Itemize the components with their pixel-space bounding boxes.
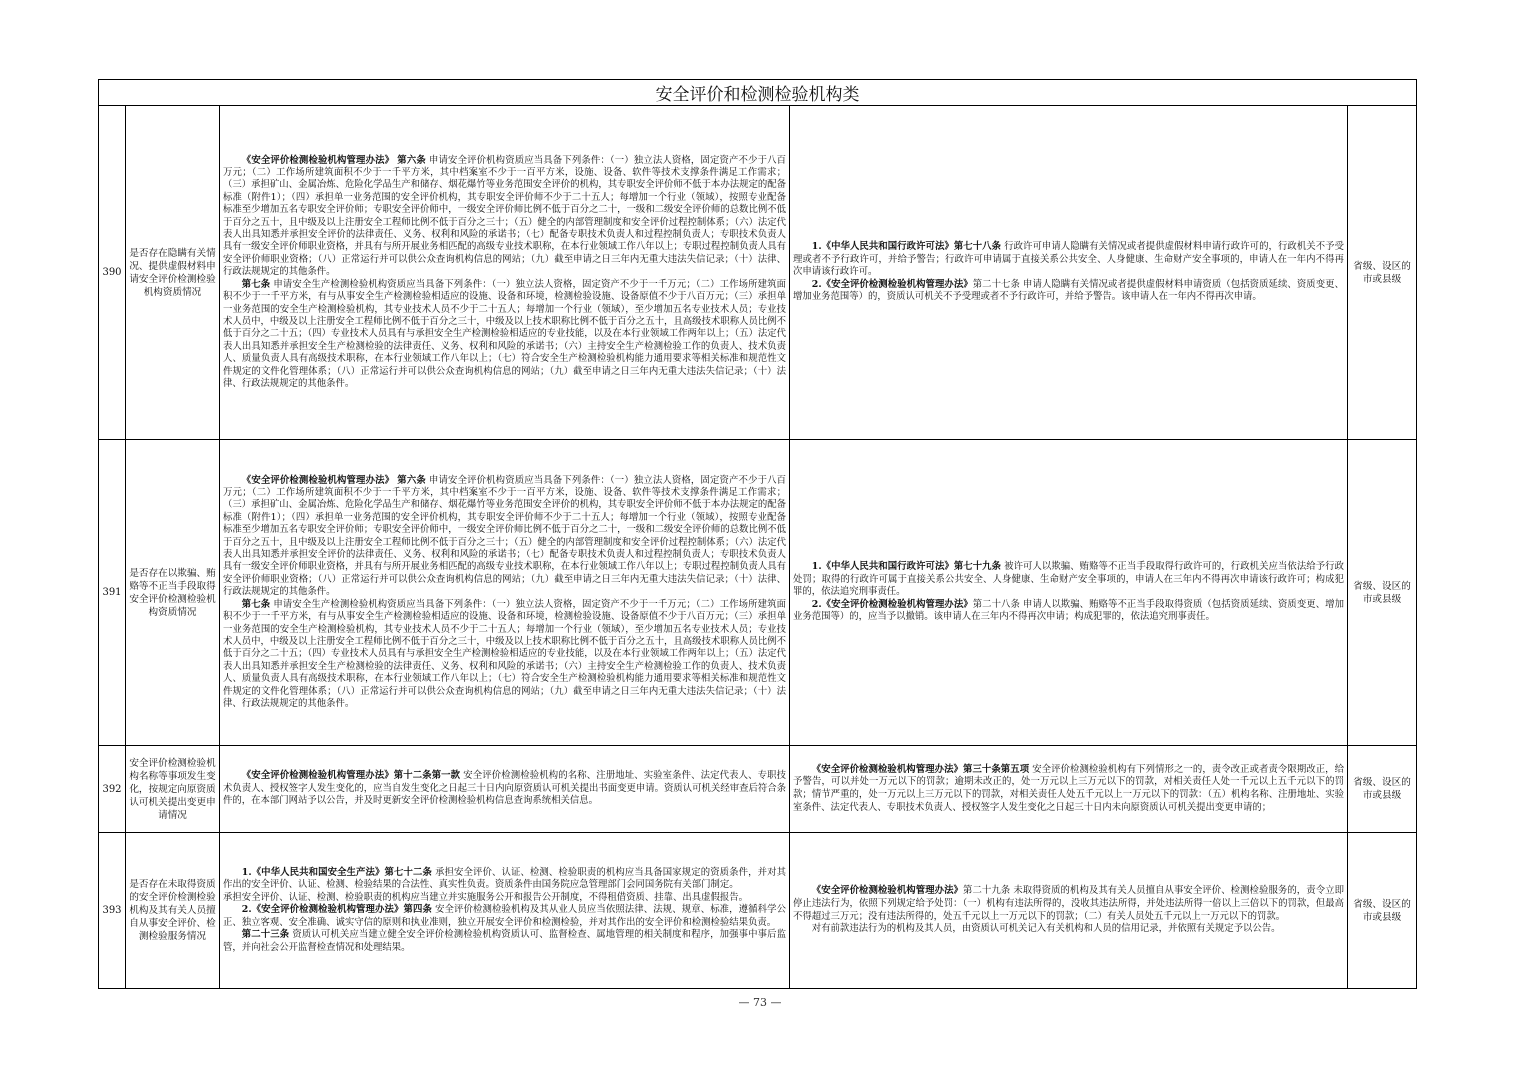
basis-article	[223, 770, 786, 807]
penalty-item	[793, 764, 1344, 814]
row-number: 390	[99, 106, 126, 440]
legal-basis	[220, 746, 790, 833]
basis-item-3	[223, 929, 786, 954]
row-number: 392	[99, 746, 126, 833]
title-row	[99, 80, 1417, 106]
basis-article-label: 第四条	[403, 904, 432, 916]
table-row	[99, 106, 1417, 440]
enforcement-level: 省级、设区的市或县级	[1348, 746, 1417, 833]
penalty-text: 未取得资质的机构及其有关人员擅自从事安全评价、检测检验服务的，责令立即停止违法行为，依照下列规定给予处罚：（一）机构有违法所得的，没收其违法所得，并处违法所得一倍以上三倍以下的罚款，但最高不得超过三万元；没有违法所得的，处五千元以上一万元以下的罚款；（二）有关人员处五千元以上一万元以下的罚款。	[793, 885, 1344, 922]
basis-article-6	[223, 475, 786, 599]
basis-article-label: 第七条	[241, 598, 271, 610]
penalty-text: 申请人以欺骗、贿赂等不正当手段取得资质（包括资质延续、资质变更、增加业务范围等）的，应当予以撤销。该申请人在三年内不得再次申请；构成犯罪的，依法追究刑事责任。	[793, 598, 1344, 623]
basis-item-1	[223, 867, 786, 892]
basis-article-text: 安全评价检测检验机构的名称、注册地址、实验室条件、法定代表人、专职技术负责人、授权签字人发生变化的，应当自发生变化之日起三十日内向原资质认可机关提出书面变更申请。资质认可机关经审查后符合条件的，在本部门网站予以公告，并及时更新安全评价检测检验机构信息查询系统相关信息。	[223, 770, 786, 807]
page-number: — 73 —	[738, 996, 782, 1009]
penalty-item	[793, 885, 1344, 923]
penalty-law-title: 《安全评价检测检验机构管理办法》第三十条第五项	[811, 763, 1030, 775]
legal-basis	[220, 440, 790, 746]
row-number: 391	[99, 440, 126, 746]
penalty-law-title: 1.《中华人民共和国行政许可法》第七十九条	[811, 561, 1002, 573]
basis-article-label: 第六条	[397, 154, 426, 166]
table-row	[99, 833, 1417, 989]
penalty-provision	[790, 440, 1348, 746]
basis-article-text: 承担安全评价、认证、检测、检验职责的机构应当具备国家规定的资质条件，并对其作出的安全评价、认证、检测、检验结果的合法性、真实性负责。资质条件由国务院应急管理部门会同国务院有关部门制定。	[223, 867, 786, 891]
basis-law-title: 《安全评价检测检验机构管理办法》	[241, 154, 395, 166]
legal-basis	[220, 833, 790, 989]
basis-article-6	[223, 155, 786, 279]
basis-law-title: 《安全评价检测检验机构管理办法》第十二条第一款	[241, 770, 461, 782]
regulation-table	[98, 79, 1417, 989]
table-row	[99, 746, 1417, 833]
basis-item-2	[223, 904, 786, 929]
penalty-article-label: 第二十七条	[972, 278, 1020, 290]
penalty-law-title: 2.《安全评价检测检验机构管理办法》	[811, 278, 973, 290]
penalty-provision	[790, 106, 1348, 440]
enforcement-level: 省级、设区的市或县级	[1348, 440, 1417, 746]
penalty-provision	[790, 746, 1348, 833]
basis-article-text: 申请安全生产检测检验机构资质应当具备下列条件：（一）独立法人资格，固定资产不少于一千万元；（二）工作场所建筑面积不少于一千平方米，有与从事安全生产检测检验相适应的设施、设备和环境，检测检验设施、设备原值不少于八百万元；（三）承担单一业务范围的安全生产检测检验机构，其专业技术人员不少于二十五人；每增加一个行业（领域），至少增加五名专业技术人员；专业技术人员中，中级及以上注册安全工程师比例不低于百分之三十，中级及以上技术职称比例不低于百分之五十，且高级技术职称人员比例不低于百分之二十五；（四）专业技术人员具有与承担安全生产检测检验相适应的专业技能，以及在本行业领域工作两年以上；（五）法定代表人出具知悉并承担安全生产检测检验的法律责任、义务、权利和风险的承诺书；（六）主持安全生产检测检验工作的负责人、技术负责人、质量负责人具有高级技术职称，在本行业领域工作八年以上；（七）符合安全生产检测检验机构能力通用要求等相关标准和规范性文件规定的文件化管理体系；（八）正常运行并可以供公众查询机构信息的网站；（九）截至申请之日三年内无重大违法失信记录；（十）法律、行政法规规定的其他条件。	[223, 278, 786, 389]
penalty-text: 安全评价检测检验机构有下列情形之一的，责令改正或者责令限期改正，给予警告，可以并处一万元以下的罚款；逾期未改正的，处一万元以上三万元以下的罚款，对相关责任人处一千元以上五千元以下的罚款；情节严重的，处一万元以上三万元以下的罚款，对相关责任人处五千元以上一万元以下的罚款：（五）机构名称、注册地址、实验室条件、法定代表人、专职技术负责人、授权签字人发生变化之日起三十日内未向原资质认可机关提出变更申请的；	[793, 763, 1344, 813]
basis-article-text: 申请安全评价机构资质应当具备下列条件：（一）独立法人资格，固定资产不少于八百万元；（二）工作场所建筑面积不少于一千平方米，其中档案室不少于一百平方米，设施、设备、软件等技术支撑条件满足工作需求；（三）承担矿山、金属冶炼、危险化学品生产和储存、烟花爆竹等业务范围安全评价的机构，其专职安全评价师不低于本办法规定的配备标准（附件1）；（四）承担单一业务范围的安全评价机构，其专职安全评价师不少于二十五人；每增加一个行业（领域），按照专业配备标准至少增加五名专职安全评价师；专职安全评价师中，一级安全评价师比例不低于百分之二十，一级和二级安全评价师的总数比例不低于百分之五十，且中级及以上注册安全工程师比例不低于百分之三十；（五）健全的内部管理制度和安全评价过程控制体系；（六）法定代表人出具知悉并承担安全评价的法律责任、义务、权利和风险的承诺书；（七）配备专职技术负责人和过程控制负责人；专职技术负责人具有一级安全评价师职业资格，并具有与所开展业务相匹配的高级专业技术职称，在本行业领域工作八年以上；专职过程控制负责人具有安全评价师职业资格；（八）正常运行并可以供公众查询机构信息的网站；（九）截至申请之日三年内无重大违法失信记录；（十）法律、行政法规规定的其他条件。	[223, 154, 787, 278]
penalty-text: 申请人隐瞒有关情况或者提供虚假材料申请资质（包括资质延续、资质变更、增加业务范围等）的，资质认可机关不予受理或者不予行政许可，并给予警告。该申请人在一年内不得再次申请。	[793, 278, 1344, 303]
penalty-law-title: 1.《中华人民共和国行政许可法》第七十八条	[811, 241, 1002, 253]
penalty-article-label: 第二十九条	[963, 885, 1011, 897]
penalty-item-cont: 对有前款违法行为的机构及其人员，由资质认可机关记入有关机构和人员的信用记录，并依照有关规定予以公告。	[811, 923, 1281, 935]
basis-article-label: 第六条	[397, 474, 426, 486]
basis-article-label: 第七十二条	[384, 867, 432, 879]
penalty-item-2	[793, 279, 1344, 304]
basis-article-text: 申请安全生产检测检验机构资质应当具备下列条件：（一）独立法人资格，固定资产不少于一千万元；（二）工作场所建筑面积不少于一千平方米，有与从事安全生产检测检验相适应的设施、设备和环境，检测检验设施、设备原值不少于八百万元；（三）承担单一业务范围的安全生产检测检验机构，其专业技术人员不少于二十五人；每增加一个行业（领域），至少增加五名专业技术人员；专业技术人员中，中级及以上注册安全工程师比例不低于百分之三十，中级及以上技术职称比例不低于百分之五十，且高级技术职称人员比例不低于百分之二十五；（四）专业技术人员具有与承担安全生产检测检验相适应的专业技能，以及在本行业领域工作两年以上；（五）法定代表人出具知悉并承担安全生产检测检验的法律责任、义务、权利和风险的承诺书；（六）主持安全生产检测检验工作的负责人、技术负责人、质量负责人具有高级技术职称，在本行业领域工作八年以上；（七）符合安全生产检测检验机构能力通用要求等相关标准和规范性文件规定的文件化管理体系；（八）正常运行并可以供公众查询机构信息的网站；（九）截至申请之日三年内无重大违法失信记录；（十）法律、行政法规规定的其他条件。	[223, 598, 786, 709]
penalty-item-1	[793, 241, 1344, 279]
penalty-provision	[790, 833, 1348, 989]
basis-article-text: 申请安全评价机构资质应当具备下列条件：（一）独立法人资格，固定资产不少于八百万元；（二）工作场所建筑面积不少于一千平方米，其中档案室不少于一百平方米，设施、设备、软件等技术支撑条件满足工作需求；（三）承担矿山、金属冶炼、危险化学品生产和储存、烟花爆竹等业务范围安全评价的机构，其专职安全评价师不低于本办法规定的配备标准（附件1）；（四）承担单一业务范围的安全评价机构，其专职安全评价师不少于二十五人；每增加一个行业（领域），按照专业配备标准至少增加五名专职安全评价师；专职安全评价师中，一级安全评价师比例不低于百分之二十，一级和二级安全评价师的总数比例不低于百分之五十，且中级及以上注册安全工程师比例不低于百分之三十；（五）健全的内部管理制度和安全评价过程控制体系；（六）法定代表人出具知悉并承担安全评价的法律责任、义务、权利和风险的承诺书；（七）配备专职技术负责人和过程控制负责人；专职技术负责人具有一级安全评价师职业资格，并具有与所开展业务相匹配的高级专业技术职称，在本行业领域工作八年以上；专职过程控制负责人具有安全评价师职业资格；（八）正常运行并可以供公众查询机构信息的网站；（九）截至申请之日三年内无重大违法失信记录；（十）法律、行政法规规定的其他条件。	[223, 474, 787, 598]
basis-article-7	[223, 599, 786, 711]
basis-law-title: 《安全评价检测检验机构管理办法》	[241, 474, 395, 486]
penalty-item-2	[793, 599, 1344, 624]
table-row	[99, 440, 1417, 746]
enforcement-level: 省级、设区的市或县级	[1348, 833, 1417, 989]
basis-article-text: 安全评价检测检验机构及其从业人员应当依照法律、法规、规章、标准，遵循科学公正、独立客观、安全准确、诚实守信的原则和执业准则，独立开展安全评价和检测检验，并对其作出的安全评价和检测检验结果负责。	[223, 904, 786, 928]
table-title: 安全评价和检测检验机构类	[99, 80, 1417, 106]
check-item: 安全评价检测检验机构名称等事项发生变化，按规定向原资质认可机关提出变更申请情况	[126, 746, 220, 833]
basis-law-title: 2.《安全评价检测检验机构管理办法》	[241, 904, 404, 916]
basis-article-text: 资质认可机关应当建立健全安全评价检测检验机构资质认可、监督检查、属地管理的相关制度和程序，加强事中事后监管，并向社会公开监督检查情况和处理结果。	[223, 929, 786, 953]
penalty-law-title: 《安全评价检测检验机构管理办法》	[811, 885, 963, 897]
check-item: 是否存在隐瞒有关情况、提供虚假材料申请安全评价检测检验机构资质情况	[126, 106, 220, 440]
basis-article-7	[223, 279, 786, 391]
check-item: 是否存在以欺骗、贿赂等不正当手段取得安全评价检测检验机构资质情况	[126, 440, 220, 746]
penalty-item-1	[793, 561, 1344, 599]
basis-article-label: 第二十三条	[241, 929, 290, 941]
enforcement-level: 省级、设区的市或县级	[1348, 106, 1417, 440]
basis-item-1-cont: 承担安全评价、认证、检测、检验职责的机构应当建立并实施服务公开和报告公开制度，不得租借资质、挂靠、出具虚假报告。	[223, 891, 749, 903]
check-item: 是否存在未取得资质的安全评价检测检验机构及其有关人员擅自从事安全评价、检测检验服务情况	[126, 833, 220, 989]
penalty-law-title: 2.《安全评价检测检验机构管理办法》	[811, 598, 973, 610]
penalty-text: 被许可人以欺骗、贿赂等不正当手段取得行政许可的，行政机关应当依法给予行政处罚；取得的行政许可属于直接关系公共安全、人身健康、生命财产安全事项的，申请人在三年内不得再次申请该行政许可；构成犯罪的，依法追究刑事责任。	[793, 561, 1344, 598]
row-number: 393	[99, 833, 126, 989]
penalty-article-label: 第二十八条	[972, 598, 1020, 610]
legal-basis	[220, 106, 790, 440]
penalty-text: 行政许可申请人隐瞒有关情况或者提供虚假材料申请行政许可的，行政机关不予受理或者不予行政许可，并给予警告；行政许可申请属于直接关系公共安全、人身健康、生命财产安全事项的，申请人在一年内不得再次申请该行政许可。	[793, 241, 1344, 278]
basis-article-label: 第七条	[241, 278, 271, 290]
basis-law-title: 1.《中华人民共和国安全生产法》	[241, 867, 385, 879]
